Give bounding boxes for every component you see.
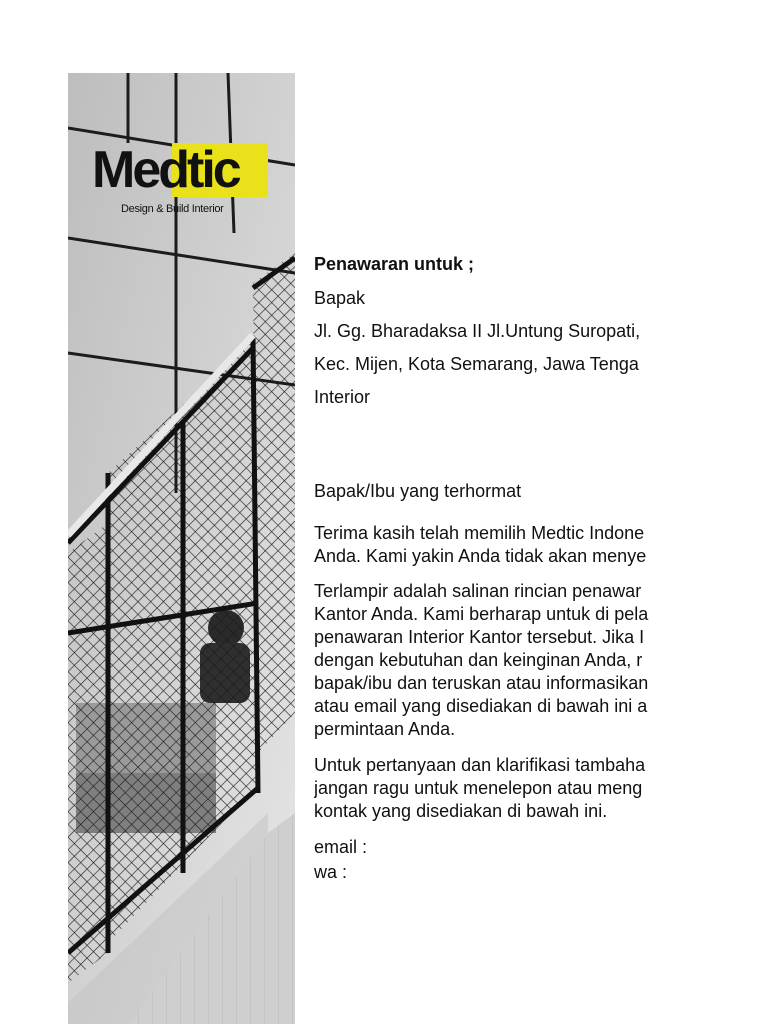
paragraph-questions: Untuk pertanyaan dan klarifikasi tambaha jangan ragu untuk menelepon atau meng kontak yang disediakan di bawah ini. bbox=[314, 755, 646, 821]
paragraph-thanks: Terima kasih telah memilih Medtic Indone Anda. Kami yakin Anda tidak akan menye bbox=[314, 523, 647, 566]
recipient-name: Bapak bbox=[314, 288, 366, 308]
address-line-2: Kec. Mijen, Kota Semarang, Jawa Tenga bbox=[314, 354, 639, 374]
logo-wordmark: Medtic bbox=[92, 141, 239, 199]
letter-heading: Penawaran untuk ; bbox=[314, 254, 475, 274]
email-label: email : bbox=[314, 837, 368, 857]
whatsapp-label: wa : bbox=[314, 862, 348, 882]
address-line-3: Interior bbox=[314, 387, 371, 407]
address-line-1: Jl. Gg. Bharadaksa II Jl.Untung Suropati, bbox=[314, 321, 641, 341]
logo-tagline: Design & Build Interior bbox=[121, 203, 224, 215]
salutation: Bapak/Ibu yang terhormat bbox=[314, 481, 522, 501]
offer-letter bbox=[314, 250, 768, 885]
paragraph-offer-details: Terlampir adalah salinan rincian penawar Kantor Anda. Kami berharap untuk di pela penawaran Interior Kantor tersebut. Jika I dengan kebutuhan dan keinginan Anda, r bapak/ibu dan teruskan atau informasikan atau email yang disediakan di bawah ini a permintaan Anda. bbox=[314, 581, 649, 739]
medtic-logo bbox=[92, 140, 272, 220]
